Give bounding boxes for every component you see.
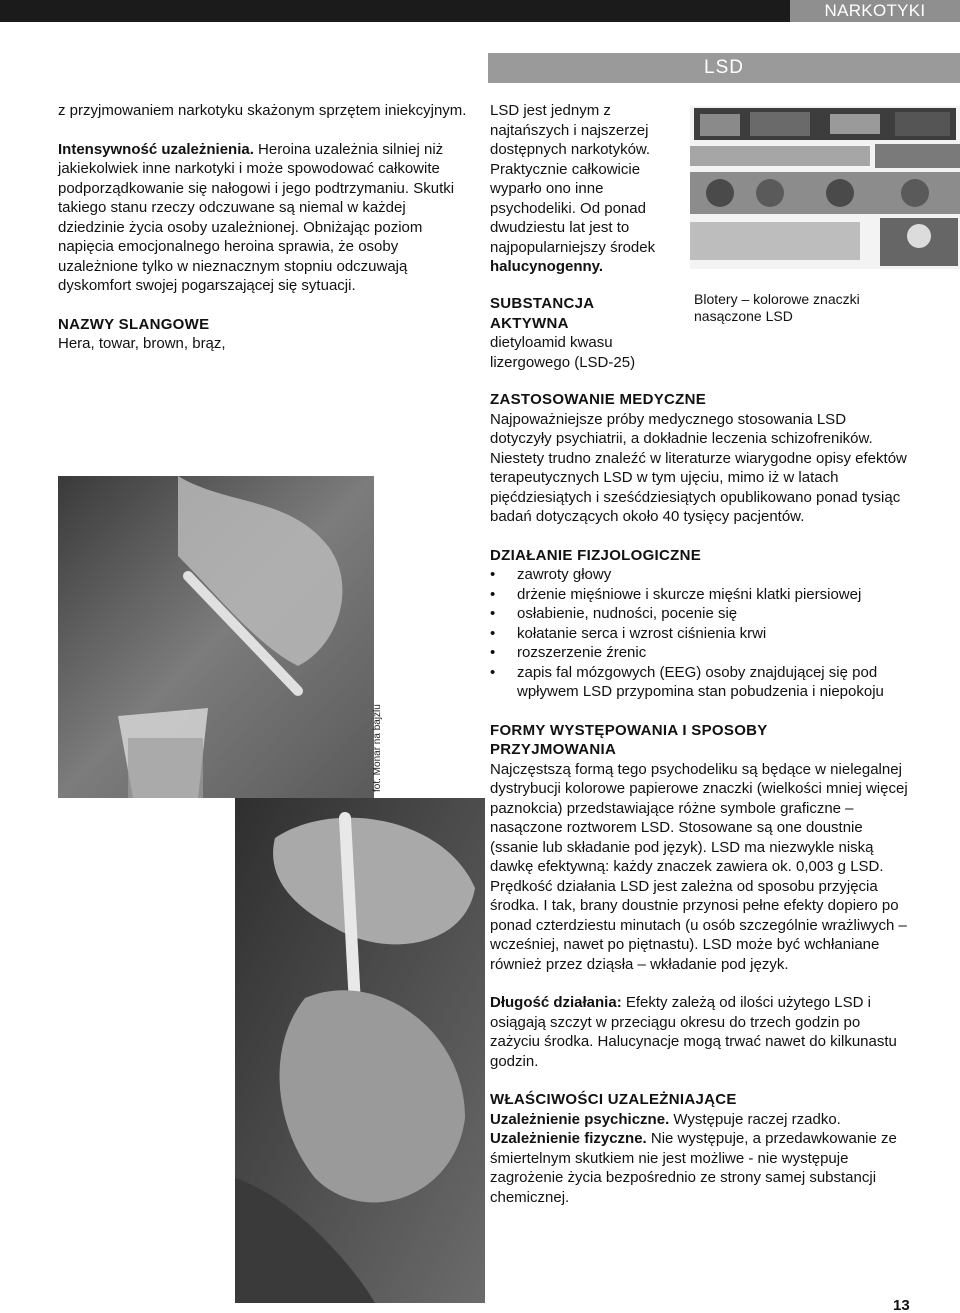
substance-block: [490, 294, 690, 372]
lsd-intro: [490, 101, 680, 277]
list-item: • drżenie mięśniowe i skurcze mięśni klatki piersiowej: [490, 585, 910, 605]
substance-heading: SUBSTANCJA AKTYWNA: [490, 295, 594, 332]
paragraph-continued: z przyjmowaniem narkotyku skażonym sprzętem iniekcyjnym.: [58, 102, 467, 119]
psych-label: Uzależnienie psychiczne.: [490, 1110, 670, 1128]
page-number: 13: [893, 1297, 910, 1313]
syringe-cup-photo: [58, 476, 374, 798]
header-bar: [0, 0, 960, 22]
list-item: • osłabienie, nudności, pocenie się: [490, 604, 910, 624]
lsd-intro-bold: halucynogenny.: [490, 258, 604, 275]
phys-label: Uzależnienie fizyczne.: [490, 1130, 647, 1147]
slang-text: Hera, towar, brown, brąz,: [58, 335, 226, 352]
medical-heading: ZASTOSOWANIE MEDYCZNE: [490, 391, 707, 408]
blotter-photo: [690, 106, 960, 269]
forms-paragraph-1: Najczęstszą formą tego psychodeliku są będące w nielegalnej dystrybucji kolorowe papierowe znaczki (wielkości mniej więcej paznokcia) przedstawiające różne symbole graficzne – nasączone roztworem LSD. Stosowane są one doustnie (ssanie lub składanie pod język). LSD ma niezwykle niską dawkę efektywną: każdy znaczek zawiera ok. 0,003 g LSD.: [490, 760, 908, 875]
psych-paragraph: [490, 1110, 910, 1130]
slang-heading: NAZWY SLANGOWE: [58, 315, 210, 333]
duration-label: Długość działania:: [490, 994, 622, 1011]
list-item: • zawroty głowy: [490, 565, 910, 585]
lsd-intro-text: LSD jest jednym z najtańszych i najszerzej dostępnych narkotyków. Praktycznie całkowicie wyparło ono inne psychodeliki. Od ponad dwudziestu lat jest to najpopularniejszy środek: [490, 102, 656, 256]
section-tag: NARKOTYKI: [790, 0, 960, 22]
forms-heading: FORMY WYSTĘPOWANIA I SPOSOBY PRZYJMOWANIA: [490, 721, 768, 758]
section-title: LSD: [488, 53, 960, 83]
duration-text: Efekty zależą od ilości użytego LSD i osiągają szczyt w przeciągu okresu do trzech godzin po zażyciu środka. Halucynacje mogą trwać nawet do kilkunastu godzin.: [490, 994, 897, 1070]
forms-paragraph-2: Prędkość działania LSD jest zależna od sposobu przyjęcia środka. I tak, brany doustnie przynosi pełne efekty dopiero po ponad czterdziestu minutach (u osób szczególnie wrażliwych – wcześniej, nawet po piętnastu). LSD może być wchłaniane również przez dziąsła – wkładanie pod język.: [490, 877, 907, 973]
photo-credit: fot. Monar na bajzlu: [372, 704, 383, 792]
physio-list: [490, 565, 910, 702]
list-item: • kołatanie serca i wzrost ciśnienia krwi: [490, 624, 910, 644]
physio-heading: DZIAŁANIE FIZJOLOGICZNE: [490, 546, 702, 564]
intensity-paragraph: [58, 140, 468, 296]
left-column: [58, 101, 468, 354]
right-column: [490, 390, 910, 1207]
intensity-text: Heroina uzależnia silniej niż jakiekolwiek inne narkotyki i może spowodować całkowite podporządkowanie się nałogowi i jego podtrzymaniu. Skutki takiego stanu rzeczy odczuwane są niemal w każdej dziedzinie życia osoby uzależnionej. Obniżając poziom napięcia emocjonalnego heroina sprawia, że osoby uzależnione tylko w nieznacznym stopniu odczuwają dyskomfort swojej pogarszającej się sytuacji.: [58, 140, 455, 294]
psych-text: Występuje raczej rzadko.: [669, 1110, 841, 1128]
duration-paragraph: [490, 993, 910, 1071]
intensity-label: Intensywność uzależnienia.: [58, 140, 254, 158]
phys-text: Nie występuje, a przedawkowanie ze śmiertelnym skutkiem nie jest możliwe - nie występuje zagrożenie życia bezpośrednio ze strony samej substancji chemicznej.: [490, 1130, 897, 1206]
phys-paragraph: [490, 1129, 910, 1207]
list-item: • zapis fal mózgowych (EEG) osoby znajdującej się pod wpływem LSD przypomina stan pobudzenia i niepokoju: [490, 663, 910, 702]
substance-text: dietyloamid kwasu lizergowego (LSD-25): [490, 334, 636, 371]
list-item: • rozszerzenie źrenic: [490, 643, 910, 663]
addiction-heading: WŁAŚCIWOŚCI UZALEŻNIAJĄCE: [490, 1091, 737, 1108]
blotter-caption: Blotery – kolorowe znaczki nasączone LSD: [694, 291, 860, 324]
hands-syringe-photo: [235, 798, 485, 1303]
medical-text: Najpoważniejsze próby medycznego stosowania LSD dotyczyły psychiatrii, a dokładnie leczenia schizofreników. Niestety trudno znaleźć w literaturze wiarygodne opisy efektów terapeutycznych LSD w tym ujęciu, mimo iż w latach pięćdziesiątych i sześćdziesiątych opublikowano ponad tysiąc badań dotyczących około 40 tysięcy pacjentów.: [490, 410, 907, 525]
